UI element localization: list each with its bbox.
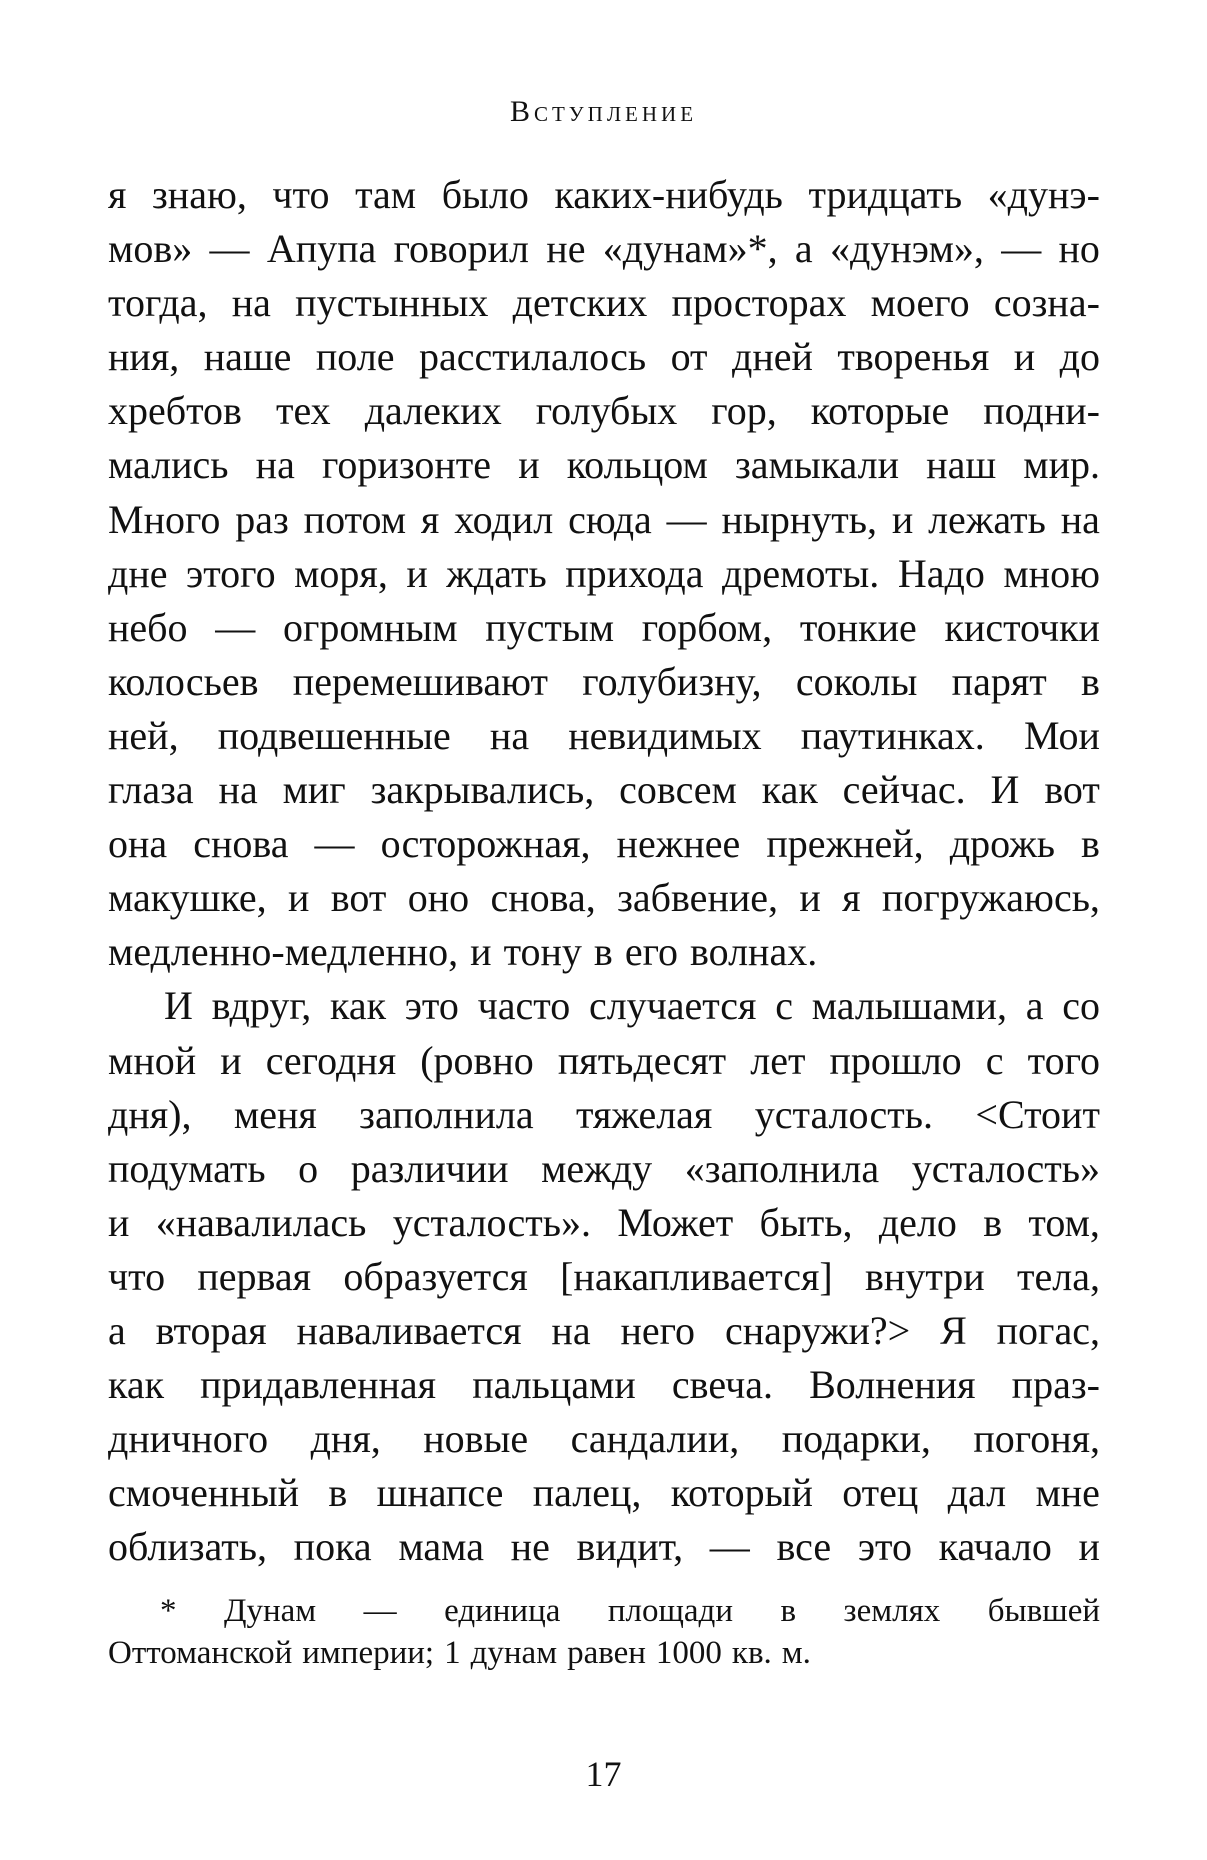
text-line: мной и сегодня (ровно пятьдесят лет прошло с того xyxy=(108,1037,1100,1083)
body-text xyxy=(108,168,1100,1574)
text-line: подумать о различии между «заполнила усталость» xyxy=(108,1145,1100,1191)
text-line: дне этого моря, и ждать прихода дремоты. Надо мною xyxy=(108,550,1100,596)
text-line: И вдруг, как это часто случается с малышами, а со xyxy=(164,983,1100,1029)
text-line: медленно-медленно, и тону в его волнах. xyxy=(108,929,818,975)
text-line: дничного дня, новые сандалии, подарки, погоня, xyxy=(108,1416,1100,1462)
text-line: хребтов тех далеких голубых гор, которые подни- xyxy=(108,388,1100,434)
text-line: что первая образуется [накапливается] внутри тела, xyxy=(108,1253,1100,1299)
text-line: смоченный в шнапсе палец, который отец дал мне xyxy=(108,1470,1100,1516)
text-line: ней, подвешенные на невидимых паутинках. Мои xyxy=(108,712,1100,758)
text-line: облизать, пока мама не видит, — все это качало и xyxy=(108,1524,1100,1570)
running-head: Вступление xyxy=(509,95,698,128)
text-line: а вторая наваливается на него снаружи?> Я погас, xyxy=(108,1307,1100,1353)
text-line: Много раз потом я ходил сюда — нырнуть, и лежать на xyxy=(108,496,1100,542)
text-line: небо — огромным пустым горбом, тонкие кисточки xyxy=(108,604,1100,650)
text-line: она снова — осторожная, нежнее прежней, дрожь в xyxy=(108,821,1100,867)
text-line: тогда, на пустынных детских просторах моего созна- xyxy=(108,280,1100,326)
text-line: мов» — Апупа говорил не «дунам»*, а «дунэм», — но xyxy=(108,226,1100,272)
footnote-line: * Дунам — единица площади в землях бывшей xyxy=(160,1593,1100,1629)
text-line: я знаю, что там было каких-нибудь тридцать «дунэ- xyxy=(108,172,1100,217)
page-number: 17 xyxy=(585,1754,622,1794)
text-line: мались на горизонте и кольцом замыкали наш мир. xyxy=(108,442,1100,488)
footnote xyxy=(108,1590,1100,1674)
text-line: глаза на миг закрывались, совсем как сейчас. И вот xyxy=(108,767,1100,813)
text-line: колосьев перемешивают голубизну, соколы парят в xyxy=(108,658,1100,704)
text-line: и «навалилась усталость». Может быть, дело в том, xyxy=(108,1199,1100,1245)
text-line: как придавленная пальцами свеча. Волнения праз- xyxy=(108,1362,1100,1408)
text-line: макушке, и вот оно снова, забвение, и я погружаюсь, xyxy=(108,875,1100,921)
text-line: ния, наше поле расстилалось от дней творенья и до xyxy=(108,334,1100,380)
footnote-line: Оттоманской империи; 1 дунам равен 1000 кв. м. xyxy=(108,1635,811,1671)
text-line: дня), меня заполнила тяжелая усталость. <Стоит xyxy=(108,1091,1100,1137)
